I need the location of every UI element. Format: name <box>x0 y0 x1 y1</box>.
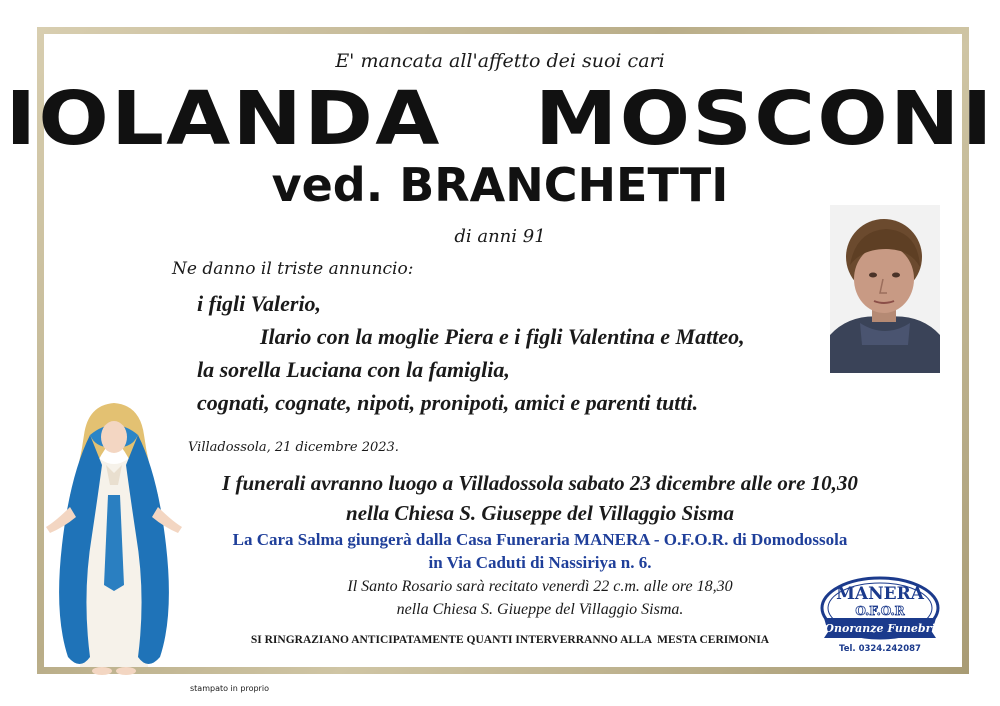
announce-intro: Ne danno il triste annuncio: <box>172 259 414 279</box>
deceased-name: IOLANDA MOSCONI <box>5 76 995 162</box>
madonna-figure-icon <box>40 395 188 680</box>
salma-line: La Cara Salma giungerà dalla Casa Funeraria MANERA - O.F.O.R. di Domodossola <box>232 530 848 549</box>
logo-sub: O.F.O.R <box>855 604 905 618</box>
logo-brand: MANERA <box>836 584 924 604</box>
printed-note: stampato in proprio <box>190 684 269 693</box>
funeral-line: I funerali avranno luogo a Villadossola sabato 23 dicembre alle ore 10,30 <box>222 471 858 495</box>
logo-phone: Tel. 0324.242087 <box>839 644 921 654</box>
rosary-line: nella Chiesa S. Giueppe del Villaggio Sisma. <box>396 601 684 618</box>
rosary-line: Il Santo Rosario sarà recitato venerdì 22 c.m. alle ore 18,30 <box>347 578 733 595</box>
intro-line: E' mancata all'affetto dei suoi cari <box>335 50 665 72</box>
family-line: la sorella Luciana con la famiglia, <box>197 357 510 382</box>
place-date: Villadossola, 21 dicembre 2023. <box>188 440 399 455</box>
portrait-photo <box>830 205 940 373</box>
logo-ribbon: Onoranze Funebri <box>824 622 936 635</box>
family-line: Ilario con la moglie Piera e i figli Valentina e Matteo, <box>260 324 745 349</box>
thanks-line: SI RINGRAZIANO ANTICIPATAMENTE QUANTI INTERVERRANNO ALLA MESTA CERIMONIA <box>250 634 770 646</box>
salma-line: in Via Caduti di Nassiriya n. 6. <box>428 553 652 572</box>
family-line: cognati, cognate, nipoti, pronipoti, amici e parenti tutti. <box>197 390 699 415</box>
age-line: di anni 91 <box>454 226 546 247</box>
manera-logo <box>818 572 942 656</box>
family-line: i figli Valerio, <box>197 291 322 316</box>
married-name: ved. BRANCHETTI <box>271 158 729 212</box>
funeral-line: nella Chiesa S. Giuseppe del Villaggio Sisma <box>346 501 734 525</box>
